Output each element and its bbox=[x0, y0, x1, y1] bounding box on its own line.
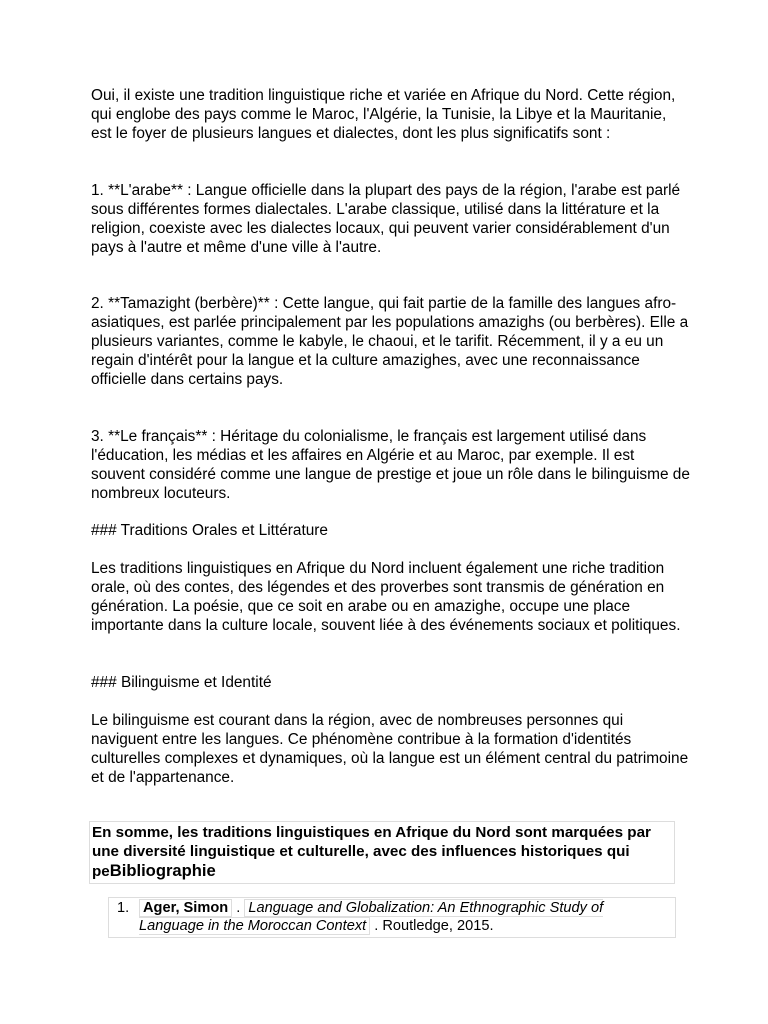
summary-block bbox=[89, 821, 675, 884]
bibliography-number: 1. bbox=[117, 900, 130, 916]
heading-oral-traditions: ### Traditions Orales et Littérature bbox=[91, 522, 328, 539]
bibliography-entry bbox=[139, 899, 669, 935]
list-item-arabic: 1. **L'arabe** : Langue officielle dans la plupart des pays de la région, l'arabe est parlé sous différentes formes dialectales. L'arabe classique, utilisé dans la littérature et la religion, coexiste avec les dialectes locaux, qui peuvent varier considérablement d'un pays à l'autre et même d'une ville à l'autre. bbox=[91, 182, 681, 256]
bibliography-heading: Bibliographie bbox=[109, 861, 216, 880]
bibliography-publisher: . Routledge, 2015. bbox=[374, 918, 494, 934]
paragraph-oral-traditions: Les traditions linguistiques en Afrique du Nord incluent également une riche tradition orale, où des contes, des légendes et des proverbes sont transmis de génération en génération. La poésie, que ce soit en arabe ou en amazighe, occupe une place importante dans la culture locale, souvent liée à des événements sociaux et politiques. bbox=[91, 560, 681, 634]
paragraph-bilingualism: Le bilinguisme est courant dans la région, avec de nombreuses personnes qui naviguent entre les langues. Ce phénomène contribue à la formation d'identités culturelles complexes et dynamiques, où la langue est un élément central du patrimoine et de l'appartenance. bbox=[91, 712, 689, 786]
list-item-tamazight: 2. **Tamazight (berbère)** : Cette langue, qui fait partie de la famille des langues afro-asiatiques, est parlée principalement par les populations amazighs (ou berbères). Elle a plusieurs variantes, comme le kabyle, le chaoui, et le tarifit. Récemment, il y a eu un regain d'intérêt pour la langue et la culture amazighes, avec une reconnaissance officielle dans certains pays. bbox=[91, 295, 689, 388]
list-item-french: 3. **Le français** : Héritage du colonialisme, le français est largement utilisé dans l'éducation, les médias et les affaires en Algérie et au Maroc, par exemple. Il est souvent considéré comme une langue de prestige et joue un rôle dans le bilinguisme de nombreux locuteurs. bbox=[91, 428, 690, 502]
heading-bilingualism: ### Bilinguisme et Identité bbox=[91, 674, 272, 691]
intro-paragraph: Oui, il existe une tradition linguistique riche et variée en Afrique du Nord. Cette région, qui englobe des pays comme le Maroc, l'Algérie, la Tunisie, la Libye et la Mauritanie, est le foyer de plusieurs langues et dialectes, dont les plus significatifs sont : bbox=[91, 87, 676, 142]
bibliography-separator: . bbox=[236, 900, 241, 916]
bibliography-title: Language and Globalization: An Ethnographic Study of Language in the Moroccan Context bbox=[139, 900, 604, 934]
bibliography-list bbox=[108, 897, 676, 938]
summary-text: En somme, les traditions linguistiques en Afrique du Nord sont marquées par une diversité linguistique et culturelle, avec des influences historiques qui pe bbox=[92, 824, 651, 880]
bibliography-author: Ager, Simon bbox=[139, 899, 232, 917]
